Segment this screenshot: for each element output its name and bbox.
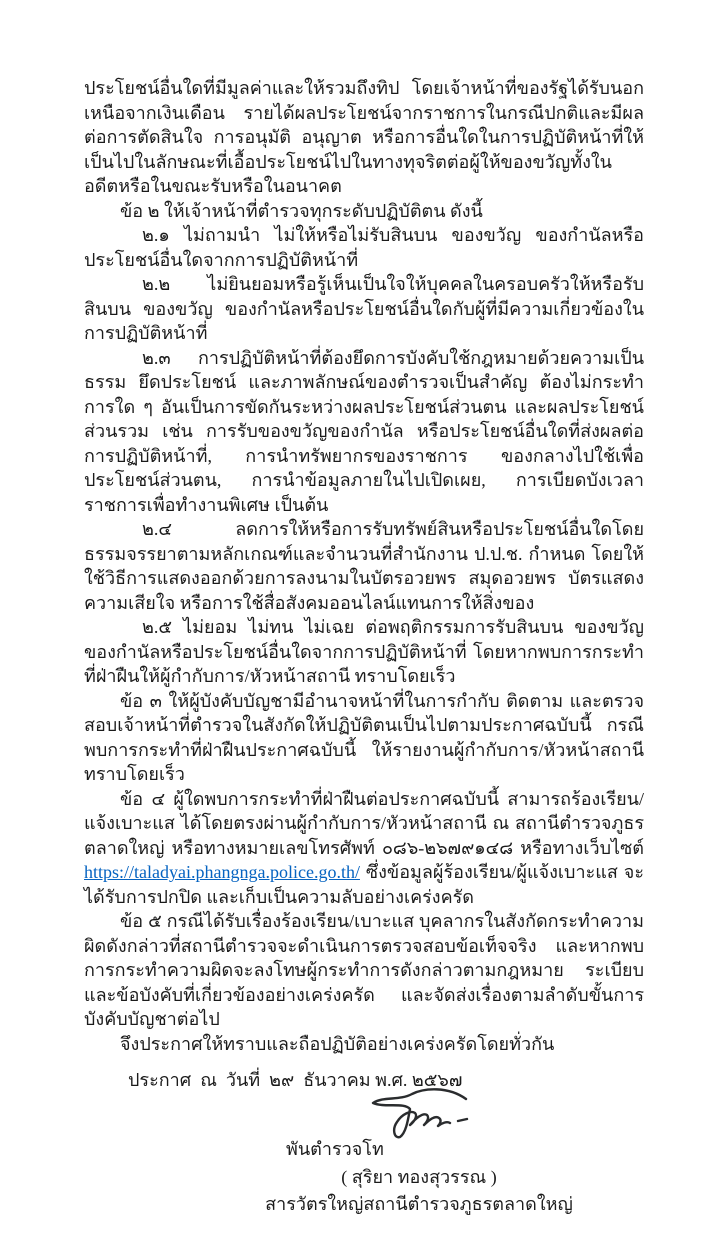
clause-2-item-1: ๒.๑ ไม่ถามนำ ไม่ให้หรือไม่รับสินบน ของขวัญ ของกำนัลหรือประโยชน์อื่นใดจากการปฏิบัติหน้าที่ (84, 225, 644, 270)
clause-2-item-2: ๒.๒ ไม่ยินยอมหรือรู้เห็นเป็นใจให้บุคคลในครอบครัวให้หรือรับสินบน ของขวัญ ของกำนัลหรือประโยชน์อื่นใดกับผู้ที่มีความเกี่ยวข้องในการปฏิบัติหน้าที่ (84, 274, 644, 343)
clause-2-heading: ข้อ ๒ ให้เจ้าหน้าที่ตำรวจทุกระดับปฏิบัติตน ดังนี้ (120, 200, 483, 221)
clause-4-paragraph (84, 787, 644, 910)
clause-3-paragraph: ข้อ ๓ ให้ผู้บังคับบัญชามีอำนาจหน้าที่ในการกำกับ ติดตาม และตรวจสอบเจ้าหน้าที่ตำรวจในสังกัดให้ปฏิบัติตนเป็นไปตามประกาศฉบับนี้ กรณีพบการกระทำที่ฝ่าฝืนประกาศฉบับนี้ ให้รายงานผู้กำกับการ/หัวหน้าสถานี ทราบโดยเร็ว (84, 690, 644, 784)
announcement-date-line: ประกาศ ณ วันที่ ๒๙ ธันวาคม พ.ศ. ๒๕๖๗ (128, 1070, 463, 1090)
clause-4-text-after-link: ซึ่งข้อมูลผู้ร้องเรียน/ผู้แจ้งเบาะแส จะได้รับการปกปิด และเก็บเป็นความลับอย่างเคร่งครัด (84, 862, 644, 907)
signature-block (84, 1095, 644, 1245)
complaint-website-link[interactable]: https://taladyai.phangnga.police.go.th/ (84, 862, 360, 882)
clause-5-paragraph: ข้อ ๕ กรณีได้รับเรื่องร้องเรียน/เบาะแส บุคลากรในสังกัดกระทำความผิดดังกล่าวที่สถานีตำรวจจะดำเนินการตรวจสอบข้อเท็จจริง และหากพบการกระทำความผิดจะลงโทษผู้กระทำการดังกล่าวตามกฎหมาย ระเบียบ และข้อบังคับที่เกี่ยวข้องอย่างเคร่งครัด และจัดส่งเรื่องตามลำดับขั้นการบังคับบัญชาต่อไป (84, 911, 644, 1029)
clause-4-text-before-link: ข้อ ๔ ผู้ใดพบการกระทำที่ฝ่าฝืนต่อประกาศฉบับนี้ สามารถร้องเรียน/แจ้งเบาะแส ได้โดยตรงผ่านผู้กำกับการ/หัวหน้าสถานี ณ สถานีตำรวจภูธรตลาดใหญ่ หรือทางหมายเลขโทรศัพท์ ๐๘๖-๒๖๗๙๑๔๘ หรือทางเว็บไซต์ (84, 788, 644, 858)
signer-rank: พันตำรวจโท (286, 1138, 384, 1159)
signer-name: ( สุริยา ทองสุวรรณ ) (341, 1166, 497, 1187)
clause-2-item-3: ๒.๓ การปฏิบัติหน้าที่ต้องยึดการบังคับใช้กฎหมายด้วยความเป็นธรรม ยึดประโยชน์ และภาพลักษณ์ของตำรวจเป็นสำคัญ ต้องไม่กระทำการใด ๆ อันเป็นการขัดกันระหว่างผลประโยชน์ส่วนตน และผลประโยชน์ส่วนรวม เช่น การรับของขวัญของกำนัล หรือประโยชน์อื่นใดที่ส่งผลต่อการปฏิบัติหน้าที่, การนำทรัพยากรของราชการ ของกลางไปใช้เพื่อประโยชน์ส่วนตน, การนำข้อมูลภายในไปเปิดเผย, การเบียดบังเวลาราชการเพื่อทำงานพิเศษ เป็นต้น (84, 347, 644, 515)
continuation-paragraph: ประโยชน์อื่นใดที่มีมูลค่าและให้รวมถึงทิป โดยเจ้าหน้าที่ของรัฐได้รับนอกเหนือจากเงินเดือน รายได้ผลประโยชน์จากราชการในกรณีปกติและมีผลต่อการตัดสินใจ การอนุมัติ อนุญาต หรือการอื่นใดในการปฏิบัติหน้าที่ให้เป็นไปในลักษณะที่เอื้อประโยชน์ไปในทางทุจริตต่อผู้ให้ของขวัญทั้งในอดีตหรือในขณะรับหรือในอนาคต (84, 78, 644, 196)
clause-2-item-5: ๒.๕ ไม่ยอม ไม่ทน ไม่เฉย ต่อพฤติกรรมการรับสินบน ของขวัญ ของกำนัลหรือประโยชน์อื่นใดจากการปฏิบัติหน้าที่ โดยหากพบการกระทำที่ฝ่าฝืนให้ผู้กำกับการ/หัวหน้าสถานี ทราบโดยเร็ว (84, 617, 644, 686)
signer-position: สารวัตรใหญ่สถานีตำรวจภูธรตลาดใหญ่ (265, 1193, 573, 1214)
document-body (84, 76, 644, 1245)
closing-statement: จึงประกาศให้ทราบและถือปฏิบัติอย่างเคร่งครัดโดยทั่วกัน (120, 1033, 555, 1054)
clause-2-item-4: ๒.๔ ลดการให้หรือการรับทรัพย์สินหรือประโยชน์อื่นใดโดยธรรมจรรยาตามหลักเกณฑ์และจำนวนที่สำนักงาน ป.ป.ช. กำหนด โดยให้ใช้วิธีการแสดงออกด้วยการลงนามในบัตรอวยพร สมุดอวยพร บัตรแสดงความเสียใจ หรือการใช้สื่อสังคมออนไลน์แทนการให้สิ่งของ (84, 519, 644, 613)
signature-mark (354, 1081, 474, 1143)
